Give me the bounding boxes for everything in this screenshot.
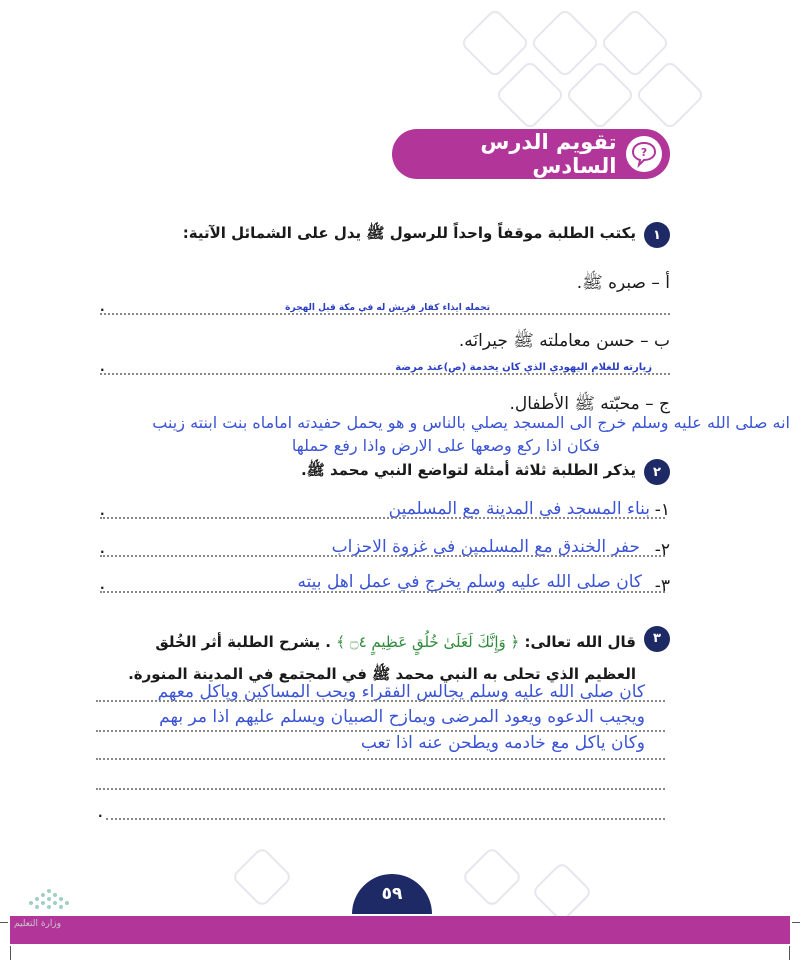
item-label: أ – صبره ﷺ.: [576, 273, 670, 293]
handwritten-answer: تحمله ايذاء كفار قريش له في مكة قبل الهجرة: [285, 303, 490, 313]
background-decoration: [635, 60, 706, 131]
answer-line: [100, 591, 665, 593]
footer-bar: [10, 916, 790, 944]
answer-line: [106, 818, 665, 820]
item-label: ١-: [654, 500, 670, 520]
answer-line: [96, 730, 665, 732]
background-decoration: [531, 861, 593, 923]
lesson-evaluation-banner: [392, 129, 670, 179]
crop-mark: [789, 946, 790, 960]
period-mark: .: [100, 504, 105, 518]
background-decoration: [460, 8, 531, 79]
background-decoration: [231, 846, 293, 908]
item-label: ٣-: [654, 576, 670, 596]
background-decoration: [461, 846, 523, 908]
answer-line: [100, 555, 665, 557]
background-decoration: [565, 60, 636, 131]
question-intro: قال الله تعالى:: [524, 633, 636, 651]
question-text: يكتب الطلبة موقفاً واحداً للرسول ﷺ يدل على الشمائل الآتية:: [182, 224, 636, 242]
crop-mark: [792, 922, 800, 923]
handwritten-answer: انه صلى الله عليه وسلم خرج الى المسجد يصلي بالناس و هو يحمل حفيدته اماماه بنت ابنته زينب: [152, 413, 790, 432]
ministry-logo-text: وزارة التعليم: [14, 919, 62, 929]
item-label: ج – محبّته ﷺ الأطفال.: [509, 394, 670, 414]
period-mark: .: [100, 360, 105, 374]
handwritten-answer: كان صلى الله عليه وسلم يخرج في عمل اهل بيته: [297, 572, 642, 592]
quran-verse: ﴿ وَإِنَّكَ لَعَلَىٰ خُلُقٍ عَظِيمٍ ۝٤ ﴾: [336, 633, 520, 651]
answer-line: [100, 373, 670, 375]
crop-mark: [10, 946, 11, 960]
period-mark: .: [100, 542, 105, 556]
page-number: ٥٩: [352, 874, 432, 914]
answer-line: [96, 700, 665, 702]
answer-line: [100, 313, 670, 315]
question-1: [183, 222, 670, 248]
question-2: [301, 459, 670, 485]
item-label: ب – حسن معاملته ﷺ جيرانَه.: [458, 331, 670, 351]
background-decoration: [530, 8, 601, 79]
svg-text:?: ?: [641, 146, 648, 159]
handwritten-answer: ويجيب الدعوه ويعود المرضى ويمازح الصبيان ويسلم عليهم اذا مر بهم: [159, 707, 645, 727]
period-mark: .: [98, 806, 103, 820]
question-number-badge: ٣: [644, 626, 670, 652]
handwritten-answer: وكان ياكل مع خادمه ويطحن عنه اذا تعب: [360, 733, 645, 753]
question-number-badge: ٢: [644, 459, 670, 485]
thought-bubble-question-icon: [626, 136, 662, 172]
crop-mark: [0, 922, 8, 923]
handwritten-answer: فكان اذا ركع وصعها على الارض واذا رفع حملها: [291, 436, 600, 455]
period-mark: .: [100, 578, 105, 592]
handwritten-answer: كان صلى الله عليه وسلم يجالس الفقراء ويحب المساكين وياكل معهم: [157, 682, 645, 702]
answer-line: [96, 788, 665, 790]
period-mark: .: [100, 300, 105, 314]
page-title: تقويم الدرس السادس: [480, 130, 617, 178]
answer-line: [96, 758, 665, 760]
handwritten-answer: زيارته للغلام اليهودي الذي كان يخدمة (ص)عند مرضة: [395, 362, 652, 373]
question-text: يذكر الطلبة ثلاثة أمثلة لتواضع النبي محمد ﷺ.: [300, 461, 636, 479]
handwritten-answer: بناء المسجد في المدينة مع المسلمين: [388, 499, 650, 519]
item-label: ٢-: [654, 540, 670, 560]
question-3: [110, 626, 670, 690]
handwritten-answer: حفر الخندق مع المسلمين في غزوة الاحزاب: [331, 537, 640, 557]
background-decoration: [495, 60, 566, 131]
background-decoration: [600, 8, 671, 79]
answer-line: [100, 517, 665, 519]
question-number-badge: ١: [644, 222, 670, 248]
question-text: . يشرح الطلبة أثر الخُلق العظيم الذي تحلى به النبي محمد ﷺ في المجتمع في المدينة المنورة.: [128, 633, 636, 683]
